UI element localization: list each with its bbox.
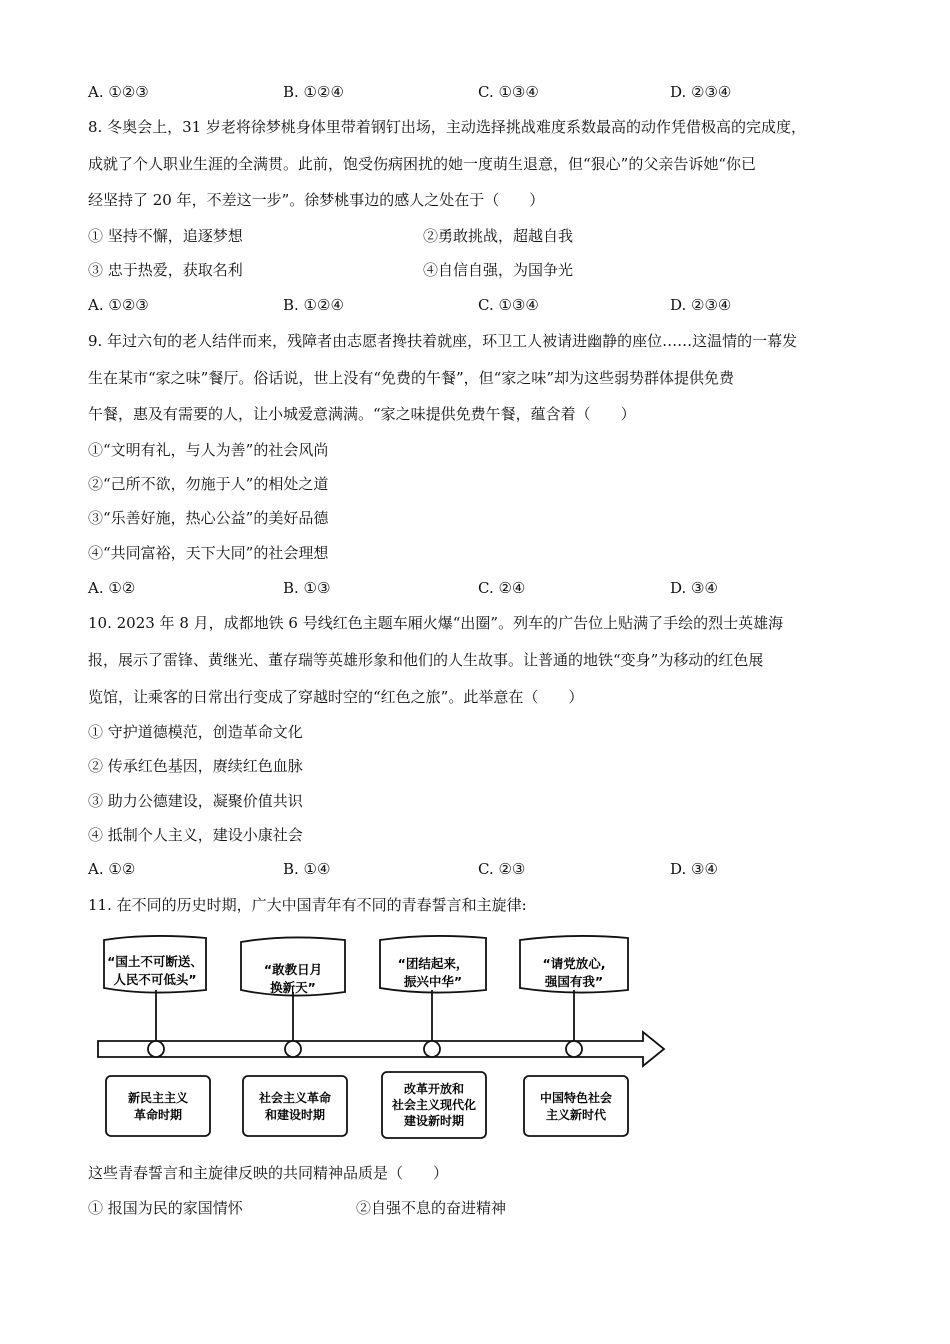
q9-option-b: B. ①③	[283, 579, 331, 597]
q10-option-b: B. ①④	[283, 860, 331, 878]
q9-stem-line-3: 午餐，惠及有需要的人，让小城爱意满满。“家之味提供免费午餐，蕴含着（ ）	[88, 405, 636, 423]
q10-item-2: ② 传承红色基因，赓续红色血脉	[88, 757, 303, 775]
q8-item-1: ① 坚持不懈，追逐梦想	[88, 227, 243, 245]
q11-question: 这些青春誓言和主旋律反映的共同精神品质是（ ）	[88, 1164, 449, 1182]
q9-item-3: ③“乐善好施，热心公益”的美好品德	[88, 509, 329, 527]
q8-item-3: ③ 忠于热爱，获取名利	[88, 261, 243, 279]
period-4-line-1: 中国特色社会	[539, 1091, 613, 1105]
q8-item-4: ④自信自强，为国争光	[423, 261, 574, 279]
q10-stem-line-3: 览馆，让乘客的日常出行变成了穿越时空的“红色之旅”。此举意在（ ）	[88, 688, 584, 706]
flag-2	[241, 937, 345, 1042]
q9-stem-line-2: 生在某市“家之味”餐厅。俗话说，世上没有“免费的午餐”，但“家之味”却为这些弱势群体提供免费	[88, 369, 735, 387]
q8-option-a: A. ①②③	[88, 296, 149, 314]
flag-3	[380, 936, 486, 1042]
period-3-line-1: 改革开放和	[403, 1082, 465, 1096]
q10-option-c: C. ②③	[478, 860, 526, 878]
flag-2-line-1: “敢教日月	[263, 962, 323, 977]
q10-options	[88, 859, 888, 879]
q9-stem-line-1: 9. 年过六旬的老人结伴而来，残障者由志愿者搀扶着就座，环卫工人被请进幽静的座位……这温情的一幕发	[88, 332, 798, 350]
q8-stem-line-1: 8. 冬奥会上，31 岁老将徐梦桃身体里带着钢钉出场，主动选择挑战难度系数最高的动作凭借极高的完成度，	[88, 118, 806, 136]
flag-3-line-1: “团结起来，	[397, 956, 469, 971]
period-box-4	[524, 1076, 628, 1136]
q8-items-row-1	[88, 226, 788, 246]
q8-options	[88, 295, 888, 315]
period-2-line-2: 和建设时期	[264, 1108, 326, 1122]
q9-item-4: ④“共同富裕，天下大同”的社会理想	[88, 544, 329, 562]
q7-option-d: D. ②③④	[670, 83, 732, 101]
q10-item-4: ④ 抵制个人主义，建设小康社会	[88, 826, 303, 844]
flag-1-line-2: 人民不可低头”	[113, 972, 197, 987]
q8-stem-line-3: 经坚持了 20 年，不差这一步”。徐梦桃事边的感人之处在于（ ）	[88, 191, 545, 209]
timeline-node-4	[566, 1041, 582, 1057]
flag-1	[104, 936, 206, 1042]
flag-4	[520, 936, 628, 1042]
period-2-line-1: 社会主义革命	[258, 1091, 332, 1105]
q11-items-row-1	[88, 1198, 788, 1218]
q7-option-c: C. ①③④	[478, 83, 539, 101]
q11-item-2: ②自强不息的奋进精神	[356, 1199, 507, 1217]
period-3-line-2: 社会主义现代化	[391, 1098, 477, 1112]
q10-stem-line-2: 报，展示了雷锋、黄继光、董存瑞等英雄形象和他们的人生故事。让普通的地铁“变身”为移动的红色展	[88, 651, 764, 669]
flag-1-line-1: “国土不可断送、	[107, 954, 203, 969]
q7-options	[88, 82, 888, 102]
q9-option-d: D. ③④	[670, 579, 718, 597]
q8-items-row-2	[88, 260, 788, 280]
q8-option-d: D. ②③④	[670, 296, 732, 314]
period-box-3	[382, 1072, 486, 1138]
period-1-line-1: 新民主主义	[127, 1091, 189, 1105]
q10-stem-line-1: 10. 2023 年 8 月，成都地铁 6 号线红色主题车厢火爆“出圈”。列车的广告位上贴满了手绘的烈士英雄海	[88, 614, 784, 632]
timeline-node-2	[285, 1041, 301, 1057]
period-box-2	[243, 1076, 347, 1136]
q9-options	[88, 578, 888, 598]
q11-item-1: ① 报国为民的家国情怀	[88, 1199, 243, 1217]
q7-option-a: A. ①②③	[88, 83, 149, 101]
q11-stem: 11. 在不同的历史时期，广大中国青年有不同的青春誓言和主旋律:	[88, 896, 527, 914]
q10-item-3: ③ 助力公德建设，凝聚价值共识	[88, 792, 303, 810]
q9-option-a: A. ①②	[88, 579, 136, 597]
q8-option-c: C. ①③④	[478, 296, 539, 314]
q9-item-1: ①“文明有礼，与人为善”的社会风尚	[88, 441, 329, 459]
timeline-node-3	[424, 1041, 440, 1057]
q8-item-2: ②勇敢挑战，超越自我	[423, 227, 574, 245]
q10-item-1: ① 守护道德模范，创造革命文化	[88, 723, 303, 741]
q7-option-b: B. ①②④	[283, 83, 344, 101]
period-3-line-3: 建设新时期	[403, 1114, 465, 1128]
period-4-line-2: 主义新时代	[545, 1108, 607, 1122]
q10-option-d: D. ③④	[670, 860, 718, 878]
flag-4-line-2: 强国有我”	[544, 974, 604, 989]
q9-item-2: ②“己所不欲，勿施于人”的相处之道	[88, 475, 329, 493]
q8-option-b: B. ①②④	[283, 296, 344, 314]
flag-2-line-2: 换新天”	[270, 980, 316, 995]
flag-3-line-2: 振兴中华”	[403, 974, 463, 989]
period-1-line-2: 革命时期	[133, 1108, 183, 1122]
timeline-node-1	[148, 1041, 164, 1057]
q10-option-a: A. ①②	[88, 860, 136, 878]
history-timeline-figure	[88, 930, 678, 1145]
period-box-1	[106, 1076, 210, 1136]
q9-option-c: C. ②④	[478, 579, 526, 597]
flag-4-line-1: “请党放心,	[542, 956, 606, 971]
q8-stem-line-2: 成就了个人职业生涯的全满贯。此前，饱受伤病困扰的她一度萌生退意，但“狠心”的父亲告诉她“你已	[88, 155, 757, 173]
